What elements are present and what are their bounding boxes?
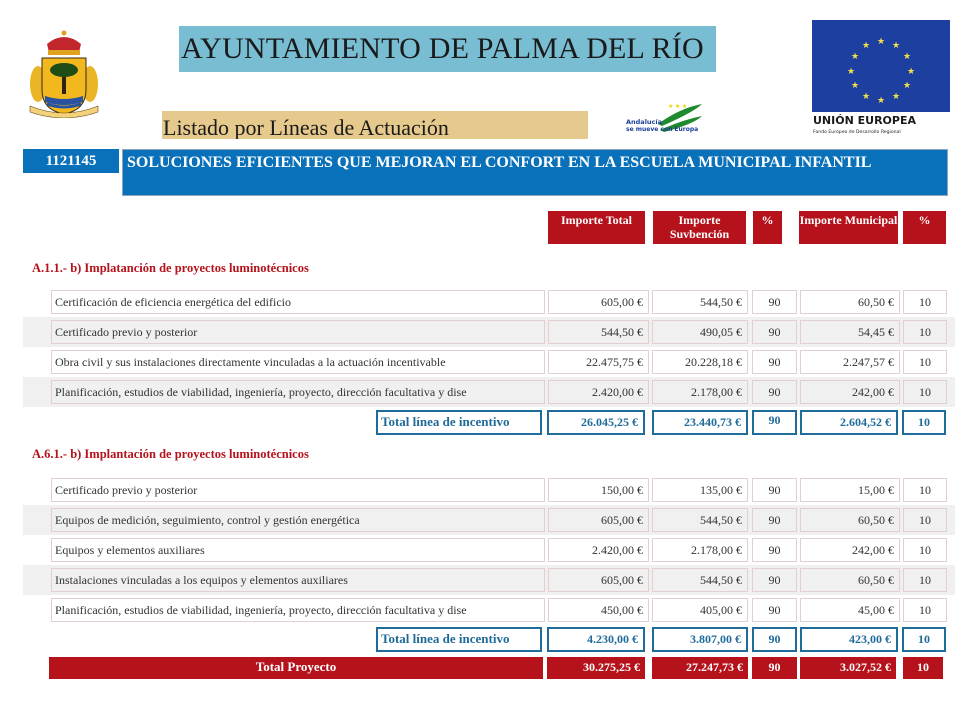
row-importe-municipal: 60,50 € xyxy=(800,508,900,532)
section-total-importe-municipal: 423,00 € xyxy=(800,627,898,652)
row-importe-subvencion: 544,50 € xyxy=(652,290,748,314)
section-total-importe-municipal: 2.604,52 € xyxy=(800,410,898,435)
row-importe-municipal: 45,00 € xyxy=(800,598,900,622)
eu-fund: Fondo Europeo de Desarrollo Regional xyxy=(813,130,901,135)
svg-text:★: ★ xyxy=(902,52,912,62)
row-pct-subvencion: 90 xyxy=(752,598,797,622)
row-description: Certificación de eficiencia energética del edificio xyxy=(51,290,545,314)
row-pct-municipal: 10 xyxy=(903,290,947,314)
page-subtitle: Listado por Líneas de Actuación xyxy=(162,111,588,139)
crest-icon xyxy=(25,28,103,118)
eu-name: UNIÓN EUROPEA xyxy=(813,114,916,127)
section-total-pct-subvencion: 90 xyxy=(752,627,797,652)
row-importe-total: 605,00 € xyxy=(548,568,649,592)
row-importe-subvencion: 544,50 € xyxy=(652,508,748,532)
svg-text:★ ★ ★: ★ ★ ★ xyxy=(668,104,688,110)
svg-text:★: ★ xyxy=(876,37,886,47)
row-importe-subvencion: 405,00 € xyxy=(652,598,748,622)
row-pct-subvencion: 90 xyxy=(752,380,797,404)
row-importe-municipal: 242,00 € xyxy=(800,380,900,404)
section-total-label: Total línea de incentivo xyxy=(376,627,542,652)
row-pct-subvencion: 90 xyxy=(752,508,797,532)
row-importe-municipal: 242,00 € xyxy=(800,538,900,562)
svg-text:★: ★ xyxy=(876,96,886,106)
row-importe-total: 150,00 € xyxy=(548,478,649,502)
col-header-pct-subvencion: % xyxy=(753,211,782,244)
row-importe-total: 544,50 € xyxy=(548,320,649,344)
section-total-importe-subvencion: 23.440,73 € xyxy=(652,410,748,435)
project-name: SOLUCIONES EFICIENTES QUE MEJORAN EL CONFORT EN LA ESCUELA MUNICIPAL INFANTIL xyxy=(122,149,948,196)
row-pct-municipal: 10 xyxy=(903,538,947,562)
section-total-label: Total línea de incentivo xyxy=(376,410,542,435)
project-total-importe-municipal: 3.027,52 € xyxy=(800,657,896,679)
svg-text:★: ★ xyxy=(861,41,871,51)
row-description: Planificación, estudios de viabilidad, ingeniería, proyecto, dirección facultativa y dise xyxy=(51,380,545,404)
row-importe-total: 605,00 € xyxy=(548,290,649,314)
row-description: Instalaciones vinculadas a los equipos y elementos auxiliares xyxy=(51,568,545,592)
svg-text:★: ★ xyxy=(891,41,901,51)
row-pct-subvencion: 90 xyxy=(752,350,797,374)
row-description: Certificado previo y posterior xyxy=(51,478,545,502)
svg-text:★: ★ xyxy=(902,81,912,91)
section-total-importe-total: 4.230,00 € xyxy=(547,627,645,652)
eu-logo xyxy=(812,20,952,140)
row-pct-subvencion: 90 xyxy=(752,538,797,562)
row-pct-subvencion: 90 xyxy=(752,478,797,502)
row-importe-subvencion: 544,50 € xyxy=(652,568,748,592)
row-pct-municipal: 10 xyxy=(903,598,947,622)
row-importe-total: 450,00 € xyxy=(548,598,649,622)
row-importe-subvencion: 135,00 € xyxy=(652,478,748,502)
svg-text:★: ★ xyxy=(861,92,871,102)
svg-text:★: ★ xyxy=(846,67,856,77)
project-total-importe-total: 30.275,25 € xyxy=(547,657,645,679)
section-total-pct-subvencion: 90 xyxy=(752,410,797,435)
row-importe-municipal: 54,45 € xyxy=(800,320,900,344)
row-importe-municipal: 60,50 € xyxy=(800,290,900,314)
municipal-crest-logo xyxy=(25,28,103,118)
row-importe-municipal: 60,50 € xyxy=(800,568,900,592)
svg-text:★: ★ xyxy=(891,92,901,102)
section-total-pct-municipal: 10 xyxy=(902,627,946,652)
row-importe-municipal: 15,00 € xyxy=(800,478,900,502)
svg-text:★: ★ xyxy=(850,81,860,91)
row-importe-total: 2.420,00 € xyxy=(548,538,649,562)
section-total-importe-total: 26.045,25 € xyxy=(547,410,645,435)
row-pct-municipal: 10 xyxy=(903,478,947,502)
row-importe-subvencion: 490,05 € xyxy=(652,320,748,344)
row-pct-municipal: 10 xyxy=(903,508,947,532)
row-pct-subvencion: 90 xyxy=(752,320,797,344)
row-description: Equipos y elementos auxiliares xyxy=(51,538,545,562)
row-importe-subvencion: 20.228,18 € xyxy=(652,350,748,374)
row-importe-total: 22.475,75 € xyxy=(548,350,649,374)
project-total-pct-subvencion: 90 xyxy=(752,657,797,679)
section-total-importe-subvencion: 3.807,00 € xyxy=(652,627,748,652)
svg-text:★: ★ xyxy=(850,52,860,62)
col-header-importe-municipal: Importe Municipal xyxy=(799,211,898,244)
svg-text:★: ★ xyxy=(906,67,916,77)
project-total-pct-municipal: 10 xyxy=(903,657,943,679)
andalucia-logo xyxy=(624,98,704,140)
row-pct-subvencion: 90 xyxy=(752,290,797,314)
row-description: Obra civil y sus instalaciones directamente vinculadas a la actuación incentivable xyxy=(51,350,545,374)
row-description: Planificación, estudios de viabilidad, ingeniería, proyecto, dirección facultativa y dise xyxy=(51,598,545,622)
project-total-importe-subvencion: 27.247,73 € xyxy=(652,657,748,679)
project-code: 1121145 xyxy=(23,149,119,173)
row-pct-municipal: 10 xyxy=(903,320,947,344)
andalucia-logo-line2: se mueve con Europa xyxy=(626,126,699,133)
row-pct-municipal: 10 xyxy=(903,380,947,404)
col-header-importe-subvencion: Importe Suvbención xyxy=(653,211,746,244)
row-pct-municipal: 10 xyxy=(903,568,947,592)
col-header-pct-municipal: % xyxy=(903,211,946,244)
row-importe-subvencion: 2.178,00 € xyxy=(652,380,748,404)
section-total-pct-municipal: 10 xyxy=(902,410,946,435)
section-title: A.6.1.- b) Implantación de proyectos luminotécnicos xyxy=(32,447,309,461)
page-title: AYUNTAMIENTO DE PALMA DEL RÍO xyxy=(179,26,716,72)
row-importe-subvencion: 2.178,00 € xyxy=(652,538,748,562)
row-description: Equipos de medición, seguimiento, control y gestión energética xyxy=(51,508,545,532)
row-description: Certificado previo y posterior xyxy=(51,320,545,344)
row-pct-municipal: 10 xyxy=(903,350,947,374)
row-importe-total: 605,00 € xyxy=(548,508,649,532)
project-total-label: Total Proyecto xyxy=(49,657,543,679)
row-importe-municipal: 2.247,57 € xyxy=(800,350,900,374)
col-header-importe-total: Importe Total xyxy=(548,211,645,244)
row-pct-subvencion: 90 xyxy=(752,568,797,592)
eu-flag-icon xyxy=(812,20,950,112)
row-importe-total: 2.420,00 € xyxy=(548,380,649,404)
section-title: A.1.1.- b) Implatanción de proyectos luminotécnicos xyxy=(32,261,309,275)
andalucia-logo-line1: Andalucía xyxy=(626,118,663,126)
